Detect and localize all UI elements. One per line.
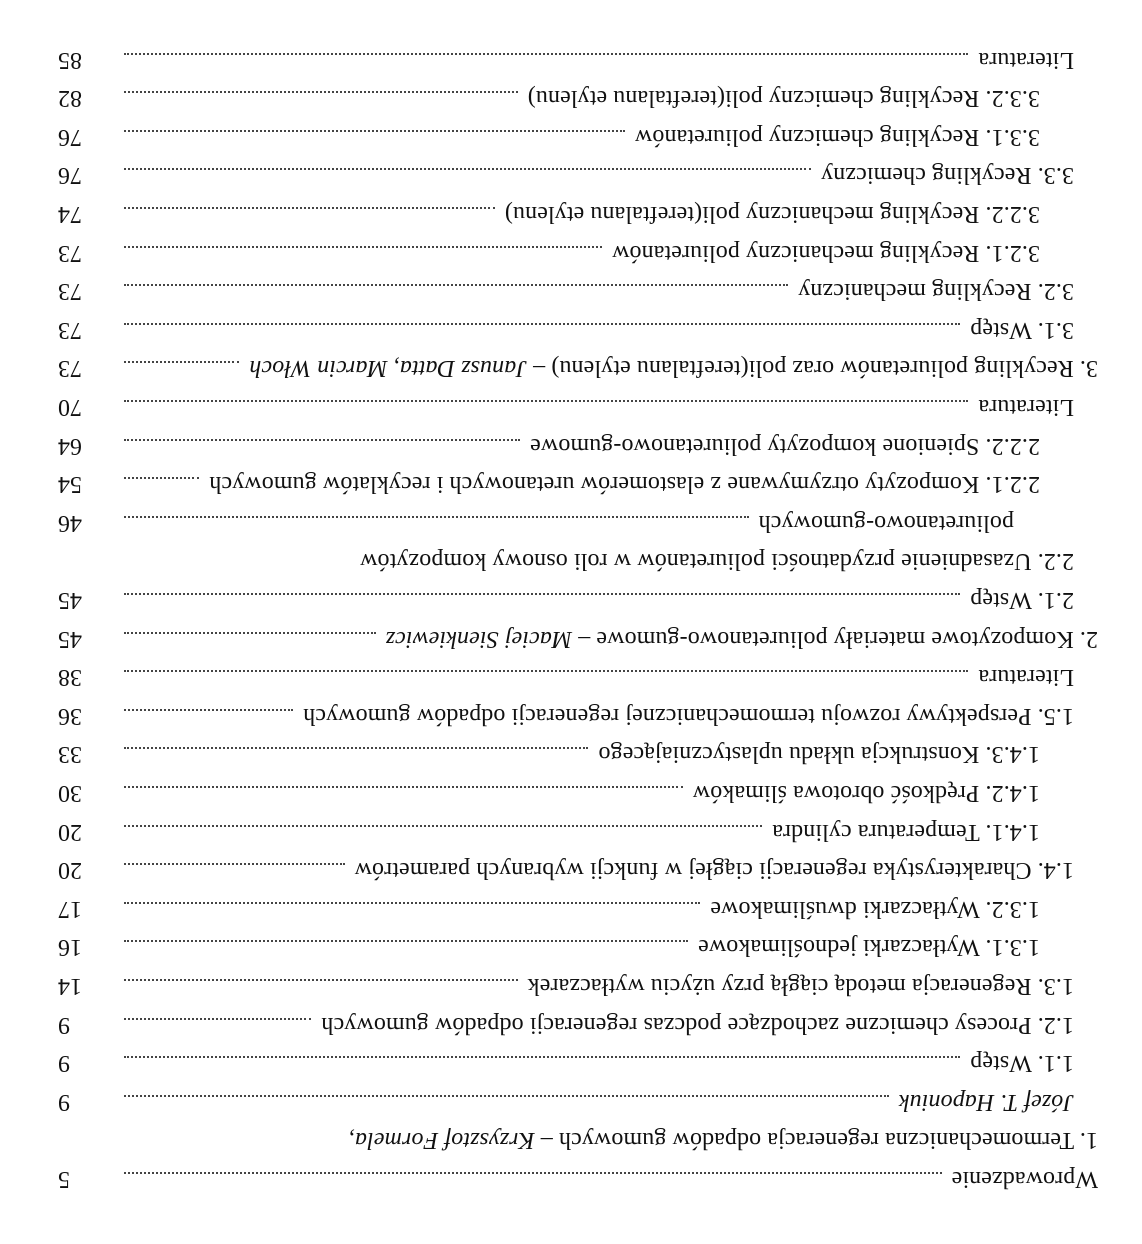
dot-leader	[124, 53, 968, 55]
toc-page-number: 74	[58, 201, 82, 227]
toc-entry-label	[821, 160, 1098, 190]
toc-entry-title: Literatura	[978, 394, 1074, 420]
toc-entry-title: 1.1. Wstęp	[970, 1050, 1074, 1077]
toc-entry-label	[798, 276, 1098, 306]
toc-page-number: 16	[58, 934, 82, 961]
toc-page-number: 20	[58, 857, 82, 884]
dot-leader	[124, 323, 960, 325]
toc-page-number: 70	[58, 394, 82, 420]
toc-entry-title: 1.3.1. Wytłaczarki jednoślimakowe	[698, 934, 1040, 961]
dot-leader	[124, 361, 239, 363]
toc-page-number: 76	[58, 162, 82, 189]
toc-page-number: 9	[58, 1050, 70, 1077]
toc-entry-label	[952, 1164, 1098, 1194]
toc-entry[interactable]	[58, 817, 1098, 851]
dot-leader	[124, 284, 788, 286]
toc-page-number: 38	[58, 664, 82, 691]
toc-entry[interactable]	[58, 83, 1098, 117]
toc-entry-label	[530, 431, 1098, 461]
toc-entry-title: Literatura	[978, 46, 1074, 73]
toc-page-number: 20	[58, 818, 82, 845]
toc-entry-label	[612, 238, 1098, 268]
toc-page-number: 46	[58, 509, 82, 536]
toc-entry[interactable]	[58, 739, 1098, 773]
toc-page-number: 73	[58, 355, 82, 382]
toc-entry-title: 1.4.2. Prędkość obrotowa ślimaków	[692, 780, 1040, 806]
toc-entry-title: 1.4. Charakterystyka regeneracji ciągłej w funkcji wybranych parametrów	[354, 857, 1074, 884]
dot-leader	[124, 168, 811, 170]
toc-page-number: 73	[58, 278, 82, 305]
toc-entry[interactable]	[58, 392, 1098, 426]
toc-entry-label	[528, 83, 1098, 113]
toc-entry-title: 1.4.3. Konstrukcja układu uplastyczniającego	[598, 741, 1040, 768]
dot-leader	[124, 516, 749, 518]
dot-leader	[124, 786, 683, 788]
toc-entry-label	[978, 662, 1098, 692]
toc-page-number: 64	[58, 432, 82, 459]
toc-entry-author: Janusz Datta, Marcin Włoch	[249, 355, 527, 382]
toc-entry-label	[970, 585, 1098, 615]
dot-leader	[124, 632, 376, 634]
toc-entry[interactable]	[58, 624, 1098, 658]
toc-entry-label	[970, 315, 1098, 345]
dot-leader	[124, 709, 293, 711]
dot-leader	[124, 825, 762, 827]
dot-leader	[124, 593, 960, 595]
toc-page-number: 30	[58, 780, 82, 806]
toc-entry-title: Literatura	[978, 664, 1074, 691]
toc-entry-author: Maciej Sienkiewicz	[385, 625, 572, 652]
toc-entry-label	[970, 1048, 1098, 1078]
dot-leader	[124, 1056, 960, 1058]
toc-entry-title: 1. Termomechaniczna regeneracja odpadów gumowych –	[534, 1127, 1098, 1154]
toc-entry-label	[386, 624, 1098, 654]
toc-entry[interactable]	[58, 585, 1098, 619]
toc-entry-title: 3.3. Recykling chemiczny	[821, 162, 1074, 189]
toc-entry[interactable]	[58, 662, 1098, 696]
toc-entry[interactable]	[58, 1010, 1098, 1044]
toc-page-number: 73	[58, 316, 82, 343]
toc-entry-title: 2. Kompozytowe materiały poliuretanowo-gumowe –	[571, 625, 1098, 652]
toc-entry-title: 1.3. Regeneracja metodą ciągłą przy użyciu wytłaczarek	[527, 973, 1074, 999]
toc-page-number: 54	[58, 471, 82, 498]
dot-leader	[124, 902, 700, 904]
toc-entry-title: 3.2.1. Recykling mechaniczny poliuretanów	[612, 239, 1040, 266]
dot-leader	[124, 1172, 942, 1174]
dot-leader	[124, 1095, 889, 1097]
toc-entry[interactable]	[58, 932, 1098, 966]
toc-entry-title: 3.3.1. Recykling chemiczny poliuretanów	[634, 123, 1040, 150]
toc-entry[interactable]	[58, 546, 1098, 580]
toc-entry-label	[360, 546, 1098, 576]
toc-entry-title: 1.2. Procesy chemiczne zachodzące podczas regeneracji odpadów gumowych	[321, 1011, 1074, 1038]
dot-leader	[124, 439, 520, 441]
toc-entry-title: 3.2. Recykling mechaniczny	[798, 278, 1074, 305]
toc-entry[interactable]	[58, 276, 1098, 310]
toc-entry[interactable]	[58, 431, 1098, 465]
toc-entry-title: 1.5. Perspektywy rozwoju termomechanicznej regeneracji odpadów gumowych	[303, 702, 1074, 729]
toc-entry[interactable]	[58, 45, 1098, 79]
toc-entry[interactable]	[58, 160, 1098, 194]
toc-entry[interactable]	[58, 778, 1098, 812]
toc-entry-label	[759, 508, 1098, 538]
toc-entry-label	[635, 122, 1098, 152]
toc-entry-title: 3.2.2. Recykling mechaniczny poli(tereftalanu etylenu)	[504, 201, 1040, 227]
dot-leader	[124, 863, 345, 865]
dot-leader	[124, 670, 968, 672]
toc-entry[interactable]	[58, 1048, 1098, 1082]
toc-entry[interactable]	[58, 353, 1098, 387]
dot-leader	[124, 400, 968, 402]
toc-entry-title: 2.2. Uzasadnienie przydatności poliuretanów w roli osnowy kompozytów	[360, 548, 1074, 575]
toc-entry-author: Józef T. Haponiuk	[898, 1088, 1074, 1115]
toc-page-number: 45	[58, 625, 82, 652]
dot-leader	[124, 940, 688, 942]
toc-page-number: 85	[58, 46, 82, 73]
toc-entry[interactable]	[58, 1164, 1098, 1198]
toc-entry-label	[899, 1087, 1098, 1117]
toc-entry[interactable]	[58, 1125, 1098, 1159]
toc-entry-label	[321, 1010, 1098, 1040]
toc-entry-title: 2.1. Wstęp	[970, 587, 1074, 613]
dot-leader	[124, 477, 199, 479]
toc-entry-label	[698, 932, 1098, 962]
toc-entry-label	[209, 469, 1098, 499]
toc-entry-label	[505, 199, 1098, 229]
toc-entry[interactable]	[58, 701, 1098, 735]
toc-entry-label	[598, 739, 1098, 769]
toc-entry-label	[528, 971, 1098, 1001]
toc-entry[interactable]	[58, 122, 1098, 156]
toc-entry-label	[978, 45, 1098, 75]
toc-entry[interactable]	[58, 315, 1098, 349]
toc-page-number: 14	[58, 973, 82, 999]
toc-entry-label	[772, 817, 1098, 847]
toc-entry[interactable]	[58, 469, 1098, 503]
toc-entry[interactable]	[58, 508, 1098, 542]
toc-entry-label	[303, 701, 1098, 731]
dot-leader	[124, 979, 518, 981]
toc-entry-title: poliuretanowo-gumowych	[758, 509, 1014, 536]
dot-leader	[124, 1018, 311, 1020]
toc-page-number: 45	[58, 587, 82, 613]
toc-entry-title: 3. Recykling poliuretanów oraz poli(tereftalanu etylenu) –	[526, 355, 1098, 382]
toc-page-number: 17	[58, 895, 82, 922]
toc-entry-title: 1.4.1. Temperatura cylindra	[772, 818, 1040, 845]
toc-entry[interactable]	[58, 971, 1098, 1005]
toc-entry[interactable]	[58, 1087, 1098, 1121]
toc-page-number: 76	[58, 123, 82, 150]
toc-entry-title: 1.3.2. Wytłaczarki dwuślimakowe	[710, 895, 1040, 922]
toc-entry-title: 3.3.2. Recykling chemiczny poli(tereftalanu etylenu)	[527, 85, 1040, 112]
toc-entry[interactable]	[58, 199, 1098, 233]
toc-page-number: 73	[58, 239, 82, 266]
toc-entry-label	[978, 392, 1098, 422]
toc-entry-label	[249, 353, 1098, 383]
toc-entry-title: 3.1. Wstęp	[970, 316, 1074, 343]
toc-page-number: 5	[58, 1166, 70, 1192]
toc-page-number: 82	[58, 85, 82, 112]
dot-leader	[124, 246, 602, 248]
toc-entry[interactable]	[58, 855, 1098, 889]
toc-entry-label	[693, 778, 1098, 808]
toc-entry-title: 2.2.2. Spienione kompozyty poliuretanowo-gumowe	[530, 432, 1040, 459]
dot-leader	[124, 747, 588, 749]
toc-entry-title: 2.2.1. Kompozyty otrzymywane z elastomerów uretanowych i recyklatów gumowych	[209, 471, 1040, 498]
toc-entry[interactable]	[58, 238, 1098, 272]
dot-leader	[124, 130, 625, 132]
toc-entry-label	[710, 894, 1098, 924]
dot-leader	[124, 91, 518, 93]
toc-entry-author: Krzysztof Formela,	[348, 1127, 535, 1154]
toc-page-number: 33	[58, 741, 82, 768]
toc-page-number: 9	[58, 1011, 70, 1038]
toc-page-number: 9	[58, 1088, 70, 1115]
toc-entry[interactable]	[58, 894, 1098, 928]
toc-entry-label	[349, 1125, 1098, 1155]
toc-entry-label	[355, 855, 1098, 885]
toc-page-number: 36	[58, 702, 82, 729]
dot-leader	[124, 207, 495, 209]
toc-entry-title: Wprowadzenie	[951, 1166, 1098, 1192]
